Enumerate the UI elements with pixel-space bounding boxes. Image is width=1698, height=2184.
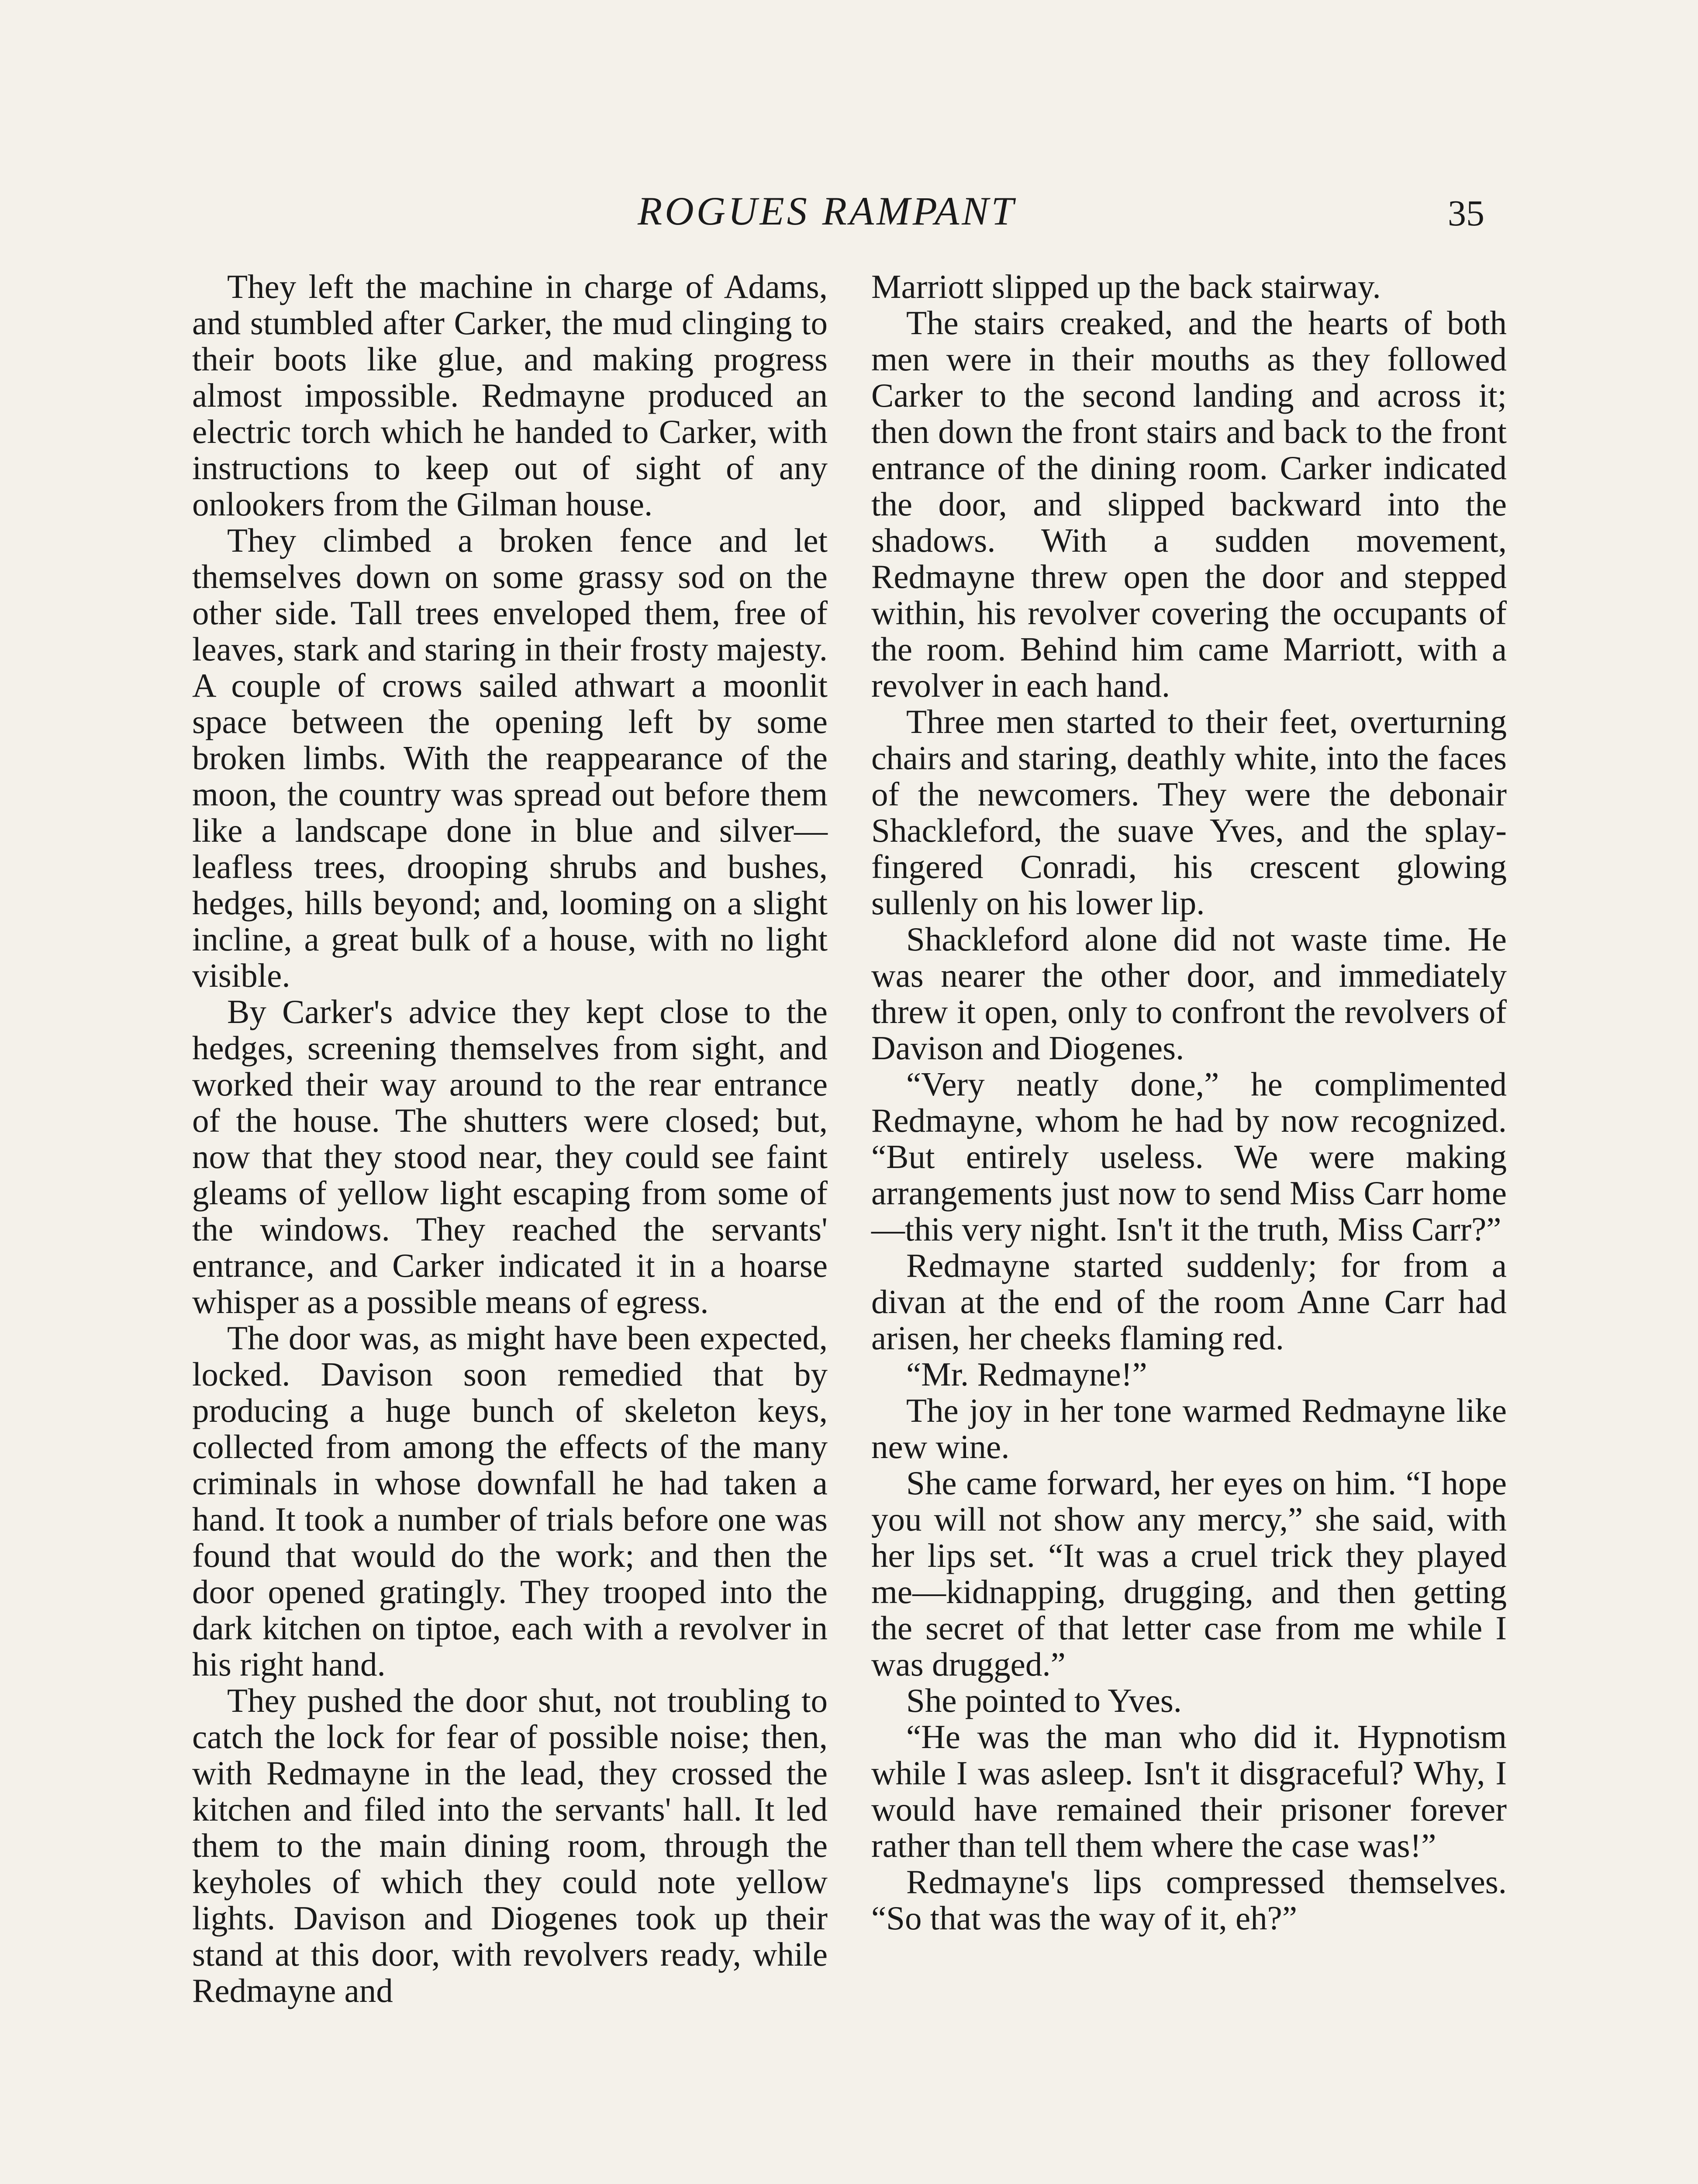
paragraph: The joy in her tone warmed Redmayne like new wine. — [871, 1392, 1507, 1465]
paragraph: Redmayne's lips compressed themselves. “So that was the way of it, eh?” — [871, 1863, 1507, 1937]
paragraph: The stairs creaked, and the hearts of both men were in their mouths as they followed Carker to the second landing and across it; then down the front stairs and back to the front entrance of the dining room. Carker indicated the door, and slipped backward into the shadows. With a sudden movement, Redmayne threw open the door and stepped within, his revolver covering the occupants of the room. Behind him came Marriott, with a revolver in each hand. — [871, 304, 1507, 704]
paragraph: She pointed to Yves. — [906, 1682, 1182, 1719]
paragraph: The door was, as might have been expected, locked. Davison soon remedied that by producing a huge bunch of skeleton keys, collected from among the effects of the many criminals in whose downfall he had taken a hand. It took a number of trials before one was found that would do the work; and then the door opened gratingly. They trooped into the dark kitchen on tiptoe, each with a revolver in his right hand. — [192, 1319, 828, 1683]
paragraph: By Carker's advice they kept close to the hedges, screening themselves from sight, and worked their way around to the rear entrance of the house. The shutters were closed; but, now that they stood near, they could see faint gleams of yellow light escaping from some of the windows. They reached the servants' entrance, and Carker indicated it in a hoarse whisper as a possible means of egress. — [192, 993, 828, 1320]
page-number: 35 — [1448, 193, 1484, 234]
paragraph-continuation: Marriott slipped up the back stairway. — [871, 268, 1381, 305]
paragraph: They climbed a broken fence and let themselves down on some grassy sod on the other side. Tall trees enveloped them, free of leaves, stark and staring in their frosty majesty. A couple of crows sailed athwart a moonlit space between the opening left by some broken limbs. With the reappearance of the moon, the country was spread out before them like a landscape done in blue and silver—leafless trees, drooping shrubs and bushes, hedges, hills beyond; and, looming on a slight incline, a great bulk of a house, with no light visible. — [192, 522, 828, 994]
paragraph: Three men started to their feet, overturning chairs and staring, deathly white, into the faces of the newcomers. They were the debonair Shackleford, the suave Yves, and the splay-fingered Conradi, his crescent glowing sullenly on his lower lip. — [871, 703, 1507, 922]
paragraph: “He was the man who did it. Hypnotism while I was asleep. Isn't it disgraceful? Why, I would have remained their prisoner forever rather than tell them where the case was!” — [871, 1718, 1507, 1864]
left-column — [192, 269, 828, 2009]
running-head — [0, 183, 1698, 245]
paragraph: Shackleford alone did not waste time. He was nearer the other door, and immediately threw it open, only to confront the revolvers of Davison and Diogenes. — [871, 920, 1507, 1067]
right-column — [871, 269, 1507, 1936]
paragraph: “Very neatly done,” he complimented Redmayne, whom he had by now recognized. “But entirely useless. We were making arrangements just now to send Miss Carr home—this very night. Isn't it the truth, Miss Carr?” — [871, 1065, 1507, 1248]
paragraph: She came forward, her eyes on him. “I hope you will not show any mercy,” she said, with her lips set. “It was a cruel trick they played me—kidnapping, drugging, and then getting the secret of that letter case from me while I was drugged.” — [871, 1464, 1507, 1683]
paragraph: Redmayne started suddenly; for from a divan at the end of the room Anne Carr had arisen, her cheeks flaming red. — [871, 1247, 1507, 1357]
paragraph: “Mr. Redmayne!” — [906, 1355, 1147, 1393]
paragraph: They left the machine in charge of Adams, and stumbled after Carker, the mud clinging to their boots like glue, and making progress almost impossible. Redmayne produced an electric torch which he handed to Carker, with instructions to keep out of sight of any onlookers from the Gilman house. — [192, 268, 828, 523]
paragraph: They pushed the door shut, not troubling to catch the lock for fear of possible noise; then, with Redmayne in the lead, they crossed the kitchen and filed into the servants' hall. It led them to the main dining room, through the keyholes of which they could note yellow lights. Davison and Diogenes took up their stand at this door, with revolvers ready, while Redmayne and — [192, 1682, 828, 2009]
running-title: ROGUES RAMPANT — [638, 189, 1016, 233]
